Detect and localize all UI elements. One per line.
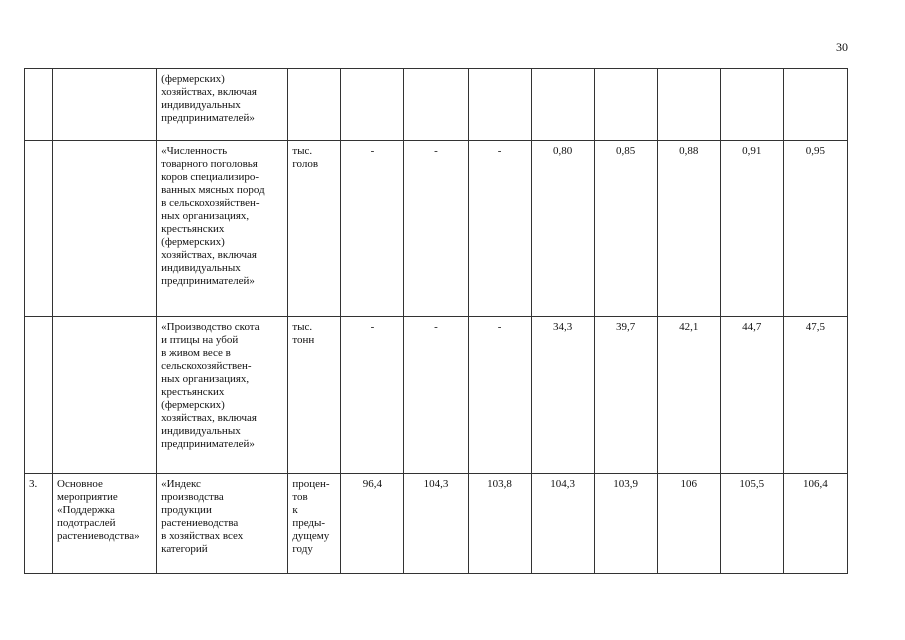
indicator-line: индивидуальных: [161, 262, 241, 274]
table-row: [25, 69, 848, 141]
value-cell: 0,91: [720, 141, 783, 317]
indicator-line: продукции: [161, 504, 212, 516]
indicator-cell: [157, 317, 288, 474]
value-cell: 0,85: [594, 141, 657, 317]
unit-line: дущему: [292, 530, 330, 542]
indicator-line: ных организациях,: [161, 373, 250, 385]
indicator-line: ных организациях,: [161, 210, 250, 222]
program-line: мероприятие: [57, 491, 118, 503]
unit-line: тыс.: [292, 145, 313, 157]
value-cell: 42,1: [657, 317, 720, 474]
value-cell: [531, 69, 594, 141]
value-cell: -: [404, 141, 468, 317]
indicator-line: предпринимателей»: [161, 438, 255, 450]
program-cell: [53, 141, 157, 317]
indicator-line: «Численность: [161, 145, 228, 157]
unit-cell: [288, 69, 341, 141]
value-cell: 103,9: [594, 474, 657, 574]
value-cell: 104,3: [531, 474, 594, 574]
value-cell: [783, 69, 847, 141]
value-cell: [720, 69, 783, 141]
indicator-line: крестьянских: [161, 386, 225, 398]
value-cell: 0,80: [531, 141, 594, 317]
unit-line: преды-: [292, 517, 326, 529]
value-cell: 106: [657, 474, 720, 574]
value-cell: -: [404, 317, 468, 474]
indicator-line: предпринимателей»: [161, 112, 255, 124]
unit-line: к: [292, 504, 298, 516]
value-cell: -: [341, 141, 404, 317]
row-index: 3.: [25, 474, 53, 574]
value-cell: 96,4: [341, 474, 404, 574]
value-cell: 39,7: [594, 317, 657, 474]
indicator-cell: [157, 141, 288, 317]
program-cell: [53, 317, 157, 474]
value-cell: 103,8: [468, 474, 531, 574]
program-line: «Поддержка: [57, 504, 115, 516]
program-line: Основное: [57, 478, 103, 490]
program-line: растениеводства»: [57, 530, 140, 542]
indicator-line: в хозяйствах всех: [161, 530, 244, 542]
table-row: [25, 317, 848, 474]
indicator-line: товарного поголовья: [161, 158, 258, 170]
unit-cell: [288, 141, 341, 317]
value-cell: -: [468, 317, 531, 474]
unit-line: году: [292, 543, 313, 555]
indicator-line: «Производство скота: [161, 321, 260, 333]
row-index: [25, 69, 53, 141]
value-cell: [468, 69, 531, 141]
indicators-table: [24, 68, 848, 574]
indicator-line: (фермерских): [161, 236, 225, 248]
indicator-line: предпринимателей»: [161, 275, 255, 287]
indicator-line: индивидуальных: [161, 99, 241, 111]
value-cell: [341, 69, 404, 141]
indicator-cell: [157, 474, 288, 574]
value-cell: 34,3: [531, 317, 594, 474]
value-cell: 104,3: [404, 474, 468, 574]
unit-line: процен-: [292, 478, 330, 490]
indicator-line: производства: [161, 491, 224, 503]
program-line: подотраслей: [57, 517, 116, 529]
value-cell: -: [468, 141, 531, 317]
indicator-line: (фермерских): [161, 399, 225, 411]
indicator-line: крестьянских: [161, 223, 225, 235]
value-cell: -: [341, 317, 404, 474]
row-index: [25, 317, 53, 474]
indicator-cell: [157, 69, 288, 141]
unit-cell: [288, 317, 341, 474]
table-row: [25, 141, 848, 317]
indicator-line: растениеводства: [161, 517, 239, 529]
unit-cell: [288, 474, 341, 574]
indicator-line: хозяйствах, включая: [161, 86, 257, 98]
value-cell: 106,4: [783, 474, 847, 574]
indicator-line: хозяйствах, включая: [161, 249, 257, 261]
indicator-line: (фермерских): [161, 73, 225, 85]
program-cell: [53, 474, 157, 574]
table-row: [25, 474, 848, 574]
indicator-line: коров специализиро-: [161, 171, 260, 183]
value-cell: [657, 69, 720, 141]
indicator-line: и птицы на убой: [161, 334, 239, 346]
unit-line: тыс.: [292, 321, 313, 333]
value-cell: 47,5: [783, 317, 847, 474]
program-cell: [53, 69, 157, 141]
unit-line: тонн: [292, 334, 315, 346]
indicator-line: категорий: [161, 543, 208, 555]
unit-line: голов: [292, 158, 319, 170]
value-cell: 105,5: [720, 474, 783, 574]
value-cell: 44,7: [720, 317, 783, 474]
indicator-line: индивидуальных: [161, 425, 241, 437]
row-index: [25, 141, 53, 317]
indicator-line: в сельскохозяйствен-: [161, 197, 260, 209]
value-cell: [404, 69, 468, 141]
indicator-line: в живом весе в: [161, 347, 231, 359]
page-number: 30: [836, 40, 848, 54]
indicator-line: хозяйствах, включая: [161, 412, 257, 424]
value-cell: 0,95: [783, 141, 847, 317]
value-cell: [594, 69, 657, 141]
value-cell: 0,88: [657, 141, 720, 317]
indicator-line: ванных мясных пород: [161, 184, 265, 196]
unit-line: тов: [292, 491, 308, 503]
indicator-line: сельскохозяйствен-: [161, 360, 252, 372]
indicator-line: «Индекс: [161, 478, 201, 490]
